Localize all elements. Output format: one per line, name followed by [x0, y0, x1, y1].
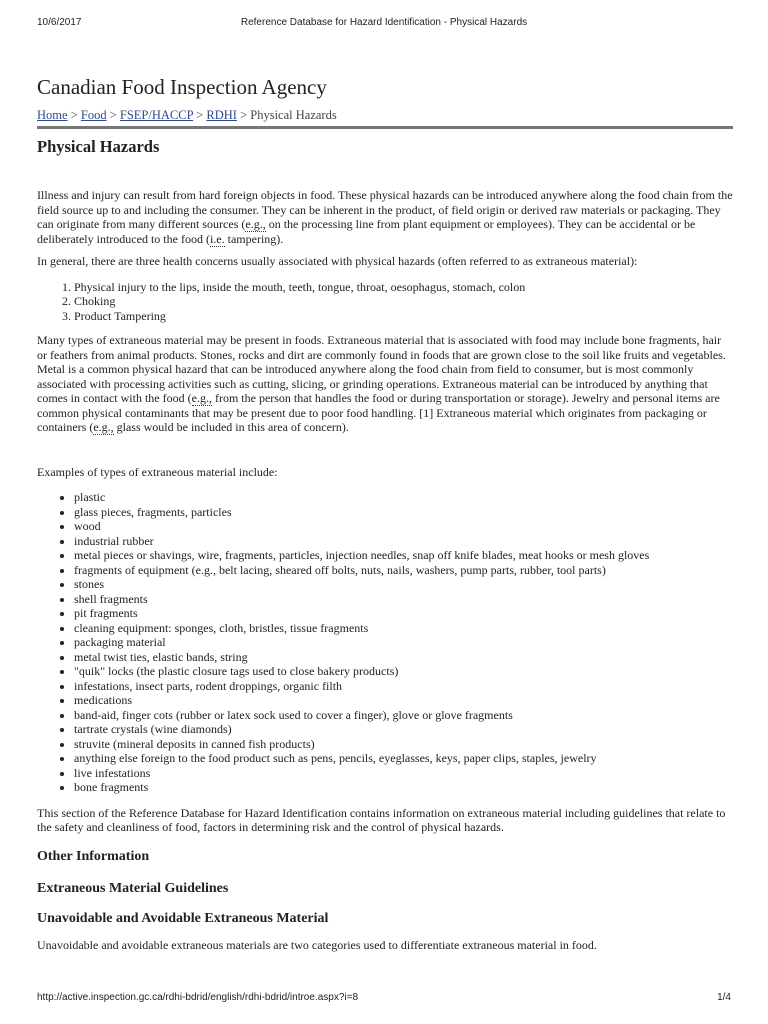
- paragraph-text: Many types of extraneous material may be present in foods. Extraneous material that is associated with food may include bone fragments, hair or feathers from animal products. Stones, rocks and dirt are commonly found in foods that are grown close to the soil like fruits and vegetables. Metal is a common physical hazard that can be introduced anywhere along the food chain from field to consumer, but is most commonly associated with processing activities such as cutting, slicing, or grinding operations. Extraneous material can be introduced by anything that comes in contact with the food (: [37, 333, 726, 406]
- unavoidable-paragraph: Unavoidable and avoidable extraneous materials are two categories used to differentiate extraneous material in food.: [37, 937, 597, 952]
- list-item: • shell fragments: [74, 592, 733, 607]
- extraneous-examples-list: [37, 490, 733, 795]
- list-item: • metal twist ties, elastic bands, string: [74, 650, 733, 665]
- page-title: Physical Hazards: [37, 137, 160, 156]
- list-item: • glass pieces, fragments, particles: [74, 505, 733, 520]
- print-header: [37, 17, 731, 31]
- breadcrumb-fsep-link[interactable]: FSEP/HACCP: [119, 108, 194, 122]
- title-divider: [37, 126, 733, 129]
- health-concerns-list: [37, 280, 733, 324]
- list-item: • wood: [74, 519, 733, 534]
- list-item: • struvite (mineral deposits in canned fish products): [74, 737, 733, 752]
- abbr-eg: e.g.,: [93, 420, 114, 435]
- breadcrumb-separator: >: [67, 108, 81, 122]
- list-item: 1. Physical injury to the lips, inside the mouth, teeth, tongue, throat, oesophagus, stomach, colon: [74, 280, 733, 295]
- abbr-eg: e.g.,: [191, 391, 212, 406]
- breadcrumb-separator: >: [193, 108, 207, 122]
- list-item: • pit fragments: [74, 606, 733, 621]
- list-item: • metal pieces or shavings, wire, fragments, particles, injection needles, snap off knife blades, meat hooks or mesh gloves: [74, 548, 733, 563]
- list-item: • band-aid, finger cots (rubber or latex sock used to cover a finger), glove or glove fragments: [74, 708, 733, 723]
- print-doc-title: Reference Database for Hazard Identification - Physical Hazards: [240, 17, 528, 28]
- unavoidable-heading: Unavoidable and Avoidable Extraneous Material: [37, 910, 329, 926]
- concerns-intro: In general, there are three health concerns usually associated with physical hazards (often referred to as extraneous material):: [37, 254, 638, 268]
- extraneous-paragraph: [37, 333, 733, 435]
- list-item: • anything else foreign to the food product such as pens, pencils, eyeglasses, keys, paper clips, staples, jewelry: [74, 751, 733, 766]
- intro-text: tampering).: [224, 231, 284, 246]
- list-item: • plastic: [74, 490, 733, 505]
- list-item: • cleaning equipment: sponges, cloth, bristles, tissue fragments: [74, 621, 733, 636]
- print-date: 10/6/2017: [37, 17, 82, 28]
- abbr-eg: e.g.,: [245, 217, 266, 231]
- intro-paragraph: [37, 188, 733, 246]
- other-information-heading: Other Information: [37, 848, 150, 864]
- list-item: • fragments of equipment (e.g., belt lacing, sheared off bolts, nuts, nails, washers, pump parts, rubber, tool parts): [74, 563, 733, 578]
- breadcrumb-separator: >: [106, 108, 120, 122]
- list-item: • "quik" locks (the plastic closure tags used to close bakery products): [74, 664, 733, 679]
- list-item: • stones: [74, 577, 733, 592]
- print-url: http://active.inspection.gc.ca/rdhi-bdrid/english/rdhi-bdrid/introe.aspx?i=8: [37, 992, 359, 1003]
- list-item: • packaging material: [74, 635, 733, 650]
- paragraph-text: from the person that handles the food or during transportation or storage). Jewelry and personal items are common physical contaminants that may be present due to poor food handling. [1] Extraneous material which originates from packaging or containers (: [37, 391, 720, 435]
- examples-intro: Examples of types of extraneous material include:: [37, 464, 278, 479]
- main-content: [37, 73, 733, 952]
- list-item: • infestations, insect parts, rodent droppings, organic filth: [74, 679, 733, 694]
- breadcrumb-separator: >: [236, 108, 251, 122]
- breadcrumb: [37, 107, 733, 123]
- intro-text: on the processing line from plant equipment or employees). They can be accidental or be deliberately introduced to the food (: [37, 217, 696, 246]
- page-number: 1/4: [717, 992, 731, 1003]
- list-item: 2. Choking: [74, 294, 733, 309]
- list-item: • bone fragments: [74, 780, 733, 795]
- list-item: • medications: [74, 693, 733, 708]
- breadcrumb-rdhi-link[interactable]: RDHI: [206, 108, 237, 122]
- list-item: • tartrate crystals (wine diamonds): [74, 722, 733, 737]
- abbr-ie: i.e.: [209, 231, 225, 246]
- paragraph-text: glass would be included in this area of concern).: [113, 420, 349, 435]
- breadcrumb-current: Physical Hazards: [250, 108, 337, 122]
- list-item: • industrial rubber: [74, 534, 733, 549]
- list-item: 3. Product Tampering: [74, 309, 733, 324]
- intro-text: Illness and injury can result from hard foreign objects in food. These physical hazards can be introduced anywhere along the food chain from the field source up to and including the consumer. They can be inherent in the product, of field origin or derived raw materials or packaging. They can originate from many different sources (: [37, 188, 733, 231]
- extraneous-guidelines-heading: Extraneous Material Guidelines: [37, 880, 229, 896]
- section-description: This section of the Reference Database for Hazard Identification contains information on extraneous material including guidelines that relate to the safety and cleanliness of food, factors in determining risk and the control of physical hazards.: [37, 805, 726, 835]
- site-title: Canadian Food Inspection Agency: [37, 75, 327, 99]
- breadcrumb-home-link[interactable]: Home: [37, 108, 68, 122]
- list-item: • live infestations: [74, 766, 733, 781]
- breadcrumb-food-link[interactable]: Food: [80, 108, 107, 122]
- print-footer: [37, 992, 731, 1006]
